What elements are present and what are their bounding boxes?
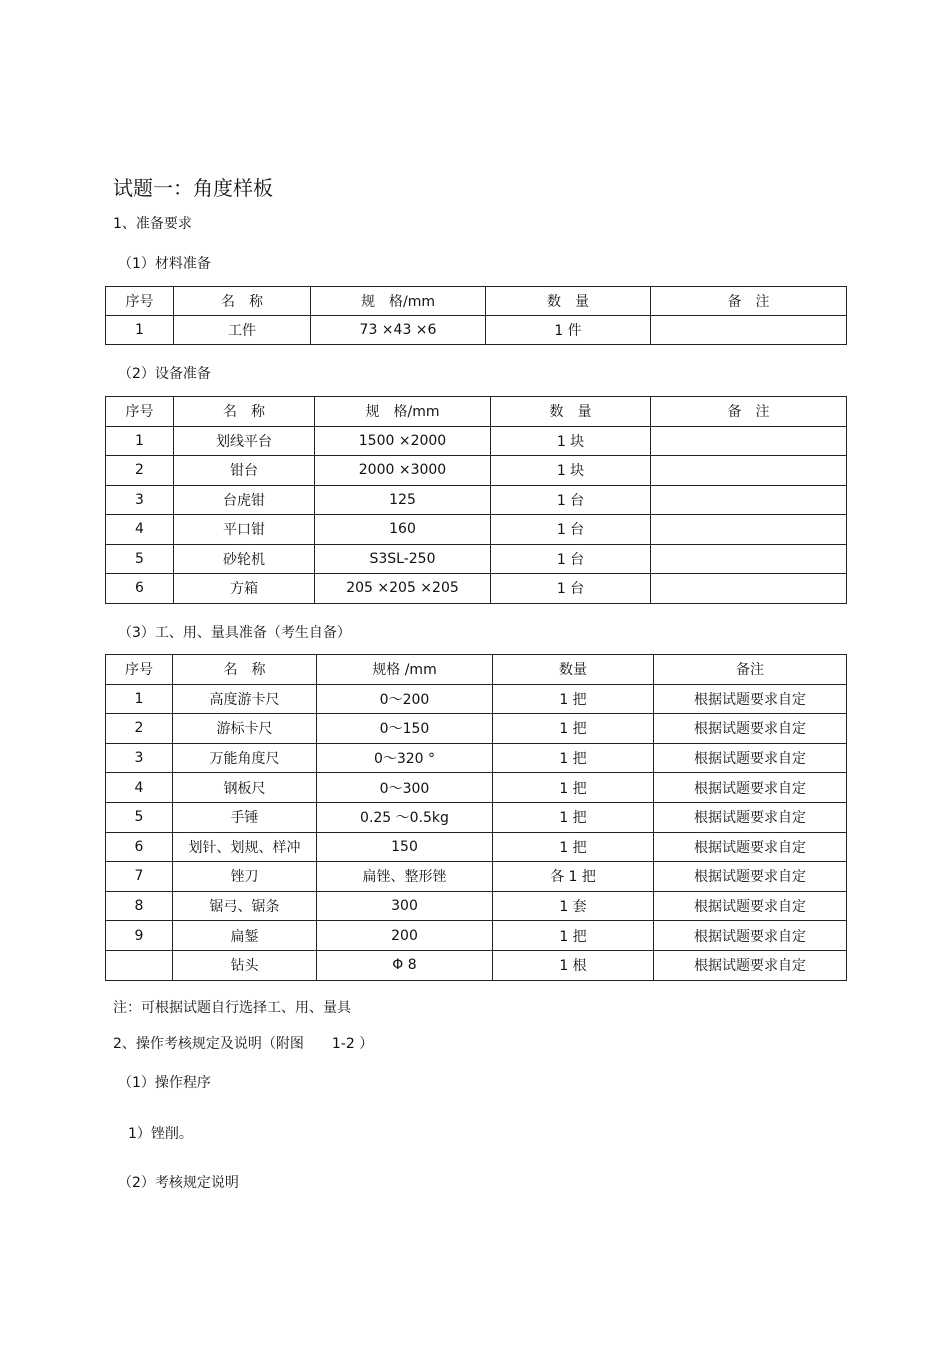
table-cell: 划针、划规、样冲 <box>173 832 317 862</box>
table-row <box>106 891 847 921</box>
table-cell: 游标卡尺 <box>173 714 317 744</box>
table-cell: 4 <box>106 773 173 803</box>
table-cell: 万能角度尺 <box>173 743 317 773</box>
table-cell <box>651 485 847 515</box>
subsection-equipment: （2）设备准备 <box>118 366 211 382</box>
table-cell: 根据试题要求自定 <box>654 862 847 892</box>
header-cell: 序号 <box>106 655 173 685</box>
header-cell: 名 称 <box>174 287 311 316</box>
table-cell <box>651 574 847 604</box>
table-cell: 0～300 <box>317 773 493 803</box>
subsection-rules: （2）考核规定说明 <box>118 1175 239 1191</box>
table-cell <box>651 316 847 345</box>
procedure-step-1: 1）锉削。 <box>128 1126 193 1142</box>
equipment-table <box>105 396 847 604</box>
header-cell: 备 注 <box>651 287 847 316</box>
header-cell: 数 量 <box>486 287 651 316</box>
table-cell: 方箱 <box>174 574 315 604</box>
table-cell: 5 <box>106 802 173 832</box>
table-cell: 2 <box>106 714 173 744</box>
table-cell: 根据试题要求自定 <box>654 891 847 921</box>
table-row <box>106 426 847 456</box>
table-cell: 根据试题要求自定 <box>654 684 847 714</box>
table-cell: 300 <box>317 891 493 921</box>
table-cell: 9 <box>106 921 173 951</box>
table-cell: 0～150 <box>317 714 493 744</box>
table-cell: 150 <box>317 832 493 862</box>
table-cell: 3 <box>106 485 174 515</box>
table-cell: 6 <box>106 574 174 604</box>
materials-table <box>105 286 847 345</box>
table-cell: 1 根 <box>493 950 654 980</box>
header-cell: 规 格/mm <box>315 397 491 427</box>
table-row <box>106 316 847 345</box>
table-cell: 根据试题要求自定 <box>654 714 847 744</box>
table-cell: 2 <box>106 456 174 486</box>
table-cell: 高度游卡尺 <box>173 684 317 714</box>
tools-table <box>105 654 847 981</box>
table-cell: 1 把 <box>493 773 654 803</box>
table-cell: S3SL-250 <box>315 544 491 574</box>
table-cell: 205 ×205 ×205 <box>315 574 491 604</box>
table-cell: 1 <box>106 684 173 714</box>
table-cell: 1 把 <box>493 832 654 862</box>
table-row <box>106 773 847 803</box>
header-cell: 备注 <box>654 655 847 685</box>
table-cell <box>651 426 847 456</box>
table-cell: 锉刀 <box>173 862 317 892</box>
table-cell: 根据试题要求自定 <box>654 832 847 862</box>
table-row <box>106 684 847 714</box>
table-header-row <box>106 287 847 316</box>
table-row <box>106 485 847 515</box>
table-cell <box>106 950 173 980</box>
table-cell <box>651 544 847 574</box>
table-cell: 扁錾 <box>173 921 317 951</box>
table-cell: 根据试题要求自定 <box>654 921 847 951</box>
table-row <box>106 743 847 773</box>
table-cell: 扁锉、整形锉 <box>317 862 493 892</box>
table-cell: 各 1 把 <box>493 862 654 892</box>
table-cell: 3 <box>106 743 173 773</box>
table-row <box>106 515 847 545</box>
table-cell: 160 <box>315 515 491 545</box>
table-cell: 砂轮机 <box>174 544 315 574</box>
table-cell: 6 <box>106 832 173 862</box>
table-cell: 1 台 <box>491 515 651 545</box>
header-cell: 名 称 <box>174 397 315 427</box>
table-row <box>106 456 847 486</box>
table-cell: 7 <box>106 862 173 892</box>
table-row <box>106 544 847 574</box>
header-cell: 规格 /mm <box>317 655 493 685</box>
table-cell: 钳台 <box>174 456 315 486</box>
table-cell: 1 块 <box>491 456 651 486</box>
table-cell: 根据试题要求自定 <box>654 773 847 803</box>
table-cell <box>651 456 847 486</box>
table-row <box>106 574 847 604</box>
table-cell: 1 套 <box>493 891 654 921</box>
table-row <box>106 950 847 980</box>
table-cell: 根据试题要求自定 <box>654 950 847 980</box>
table-cell: 0.25 ～0.5kg <box>317 802 493 832</box>
table-cell: 1 把 <box>493 802 654 832</box>
table-cell: 根据试题要求自定 <box>654 743 847 773</box>
table-cell: Φ 8 <box>317 950 493 980</box>
table-cell: 0～200 <box>317 684 493 714</box>
header-cell: 数量 <box>493 655 654 685</box>
equipment-table-body <box>106 397 847 604</box>
page-title: 试题一：角度样板 <box>113 176 273 200</box>
header-cell: 序号 <box>106 397 174 427</box>
table-row <box>106 862 847 892</box>
header-cell: 名 称 <box>173 655 317 685</box>
table-cell: 1 台 <box>491 574 651 604</box>
table-row <box>106 714 847 744</box>
table-cell: 1500 ×2000 <box>315 426 491 456</box>
materials-table-body <box>106 287 847 345</box>
table-cell <box>651 515 847 545</box>
table-header-row <box>106 397 847 427</box>
subsection-tools: （3）工、用、量具准备（考生自备） <box>118 625 351 641</box>
table-row <box>106 802 847 832</box>
table-cell: 1 台 <box>491 544 651 574</box>
subsection-procedure: （1）操作程序 <box>118 1075 211 1091</box>
table-cell: 根据试题要求自定 <box>654 802 847 832</box>
table-cell: 钻头 <box>173 950 317 980</box>
table-header-row <box>106 655 847 685</box>
table-cell: 钢板尺 <box>173 773 317 803</box>
header-cell: 序号 <box>106 287 174 316</box>
table-cell: 1 把 <box>493 684 654 714</box>
table-cell: 1 台 <box>491 485 651 515</box>
table-cell: 0～320 ° <box>317 743 493 773</box>
table-cell: 125 <box>315 485 491 515</box>
table-cell: 73 ×43 ×6 <box>311 316 486 345</box>
table-cell: 5 <box>106 544 174 574</box>
table-cell: 划线平台 <box>174 426 315 456</box>
header-cell: 数 量 <box>491 397 651 427</box>
tools-table-body <box>106 655 847 981</box>
table-cell: 1 把 <box>493 714 654 744</box>
table-cell: 工件 <box>174 316 311 345</box>
table-row <box>106 921 847 951</box>
table-row <box>106 832 847 862</box>
table-cell: 1 块 <box>491 426 651 456</box>
table-cell: 台虎钳 <box>174 485 315 515</box>
table-cell: 1 把 <box>493 921 654 951</box>
table-cell: 1 件 <box>486 316 651 345</box>
table-cell: 1 <box>106 426 174 456</box>
table-cell: 锯弓、锯条 <box>173 891 317 921</box>
header-cell: 备 注 <box>651 397 847 427</box>
table-cell: 手锤 <box>173 802 317 832</box>
header-cell: 规 格/mm <box>311 287 486 316</box>
table-cell: 4 <box>106 515 174 545</box>
table-cell: 8 <box>106 891 173 921</box>
table-cell: 1 把 <box>493 743 654 773</box>
table-cell: 200 <box>317 921 493 951</box>
section-heading-1: 1、准备要求 <box>113 216 192 232</box>
note: 注：可根据试题自行选择工、用、量具 <box>113 1000 351 1016</box>
subsection-materials: （1）材料准备 <box>118 256 211 272</box>
table-cell: 平口钳 <box>174 515 315 545</box>
table-cell: 2000 ×3000 <box>315 456 491 486</box>
table-cell: 1 <box>106 316 174 345</box>
section-heading-2: 2、操作考核规定及说明（附图 1-2 ） <box>113 1036 374 1052</box>
